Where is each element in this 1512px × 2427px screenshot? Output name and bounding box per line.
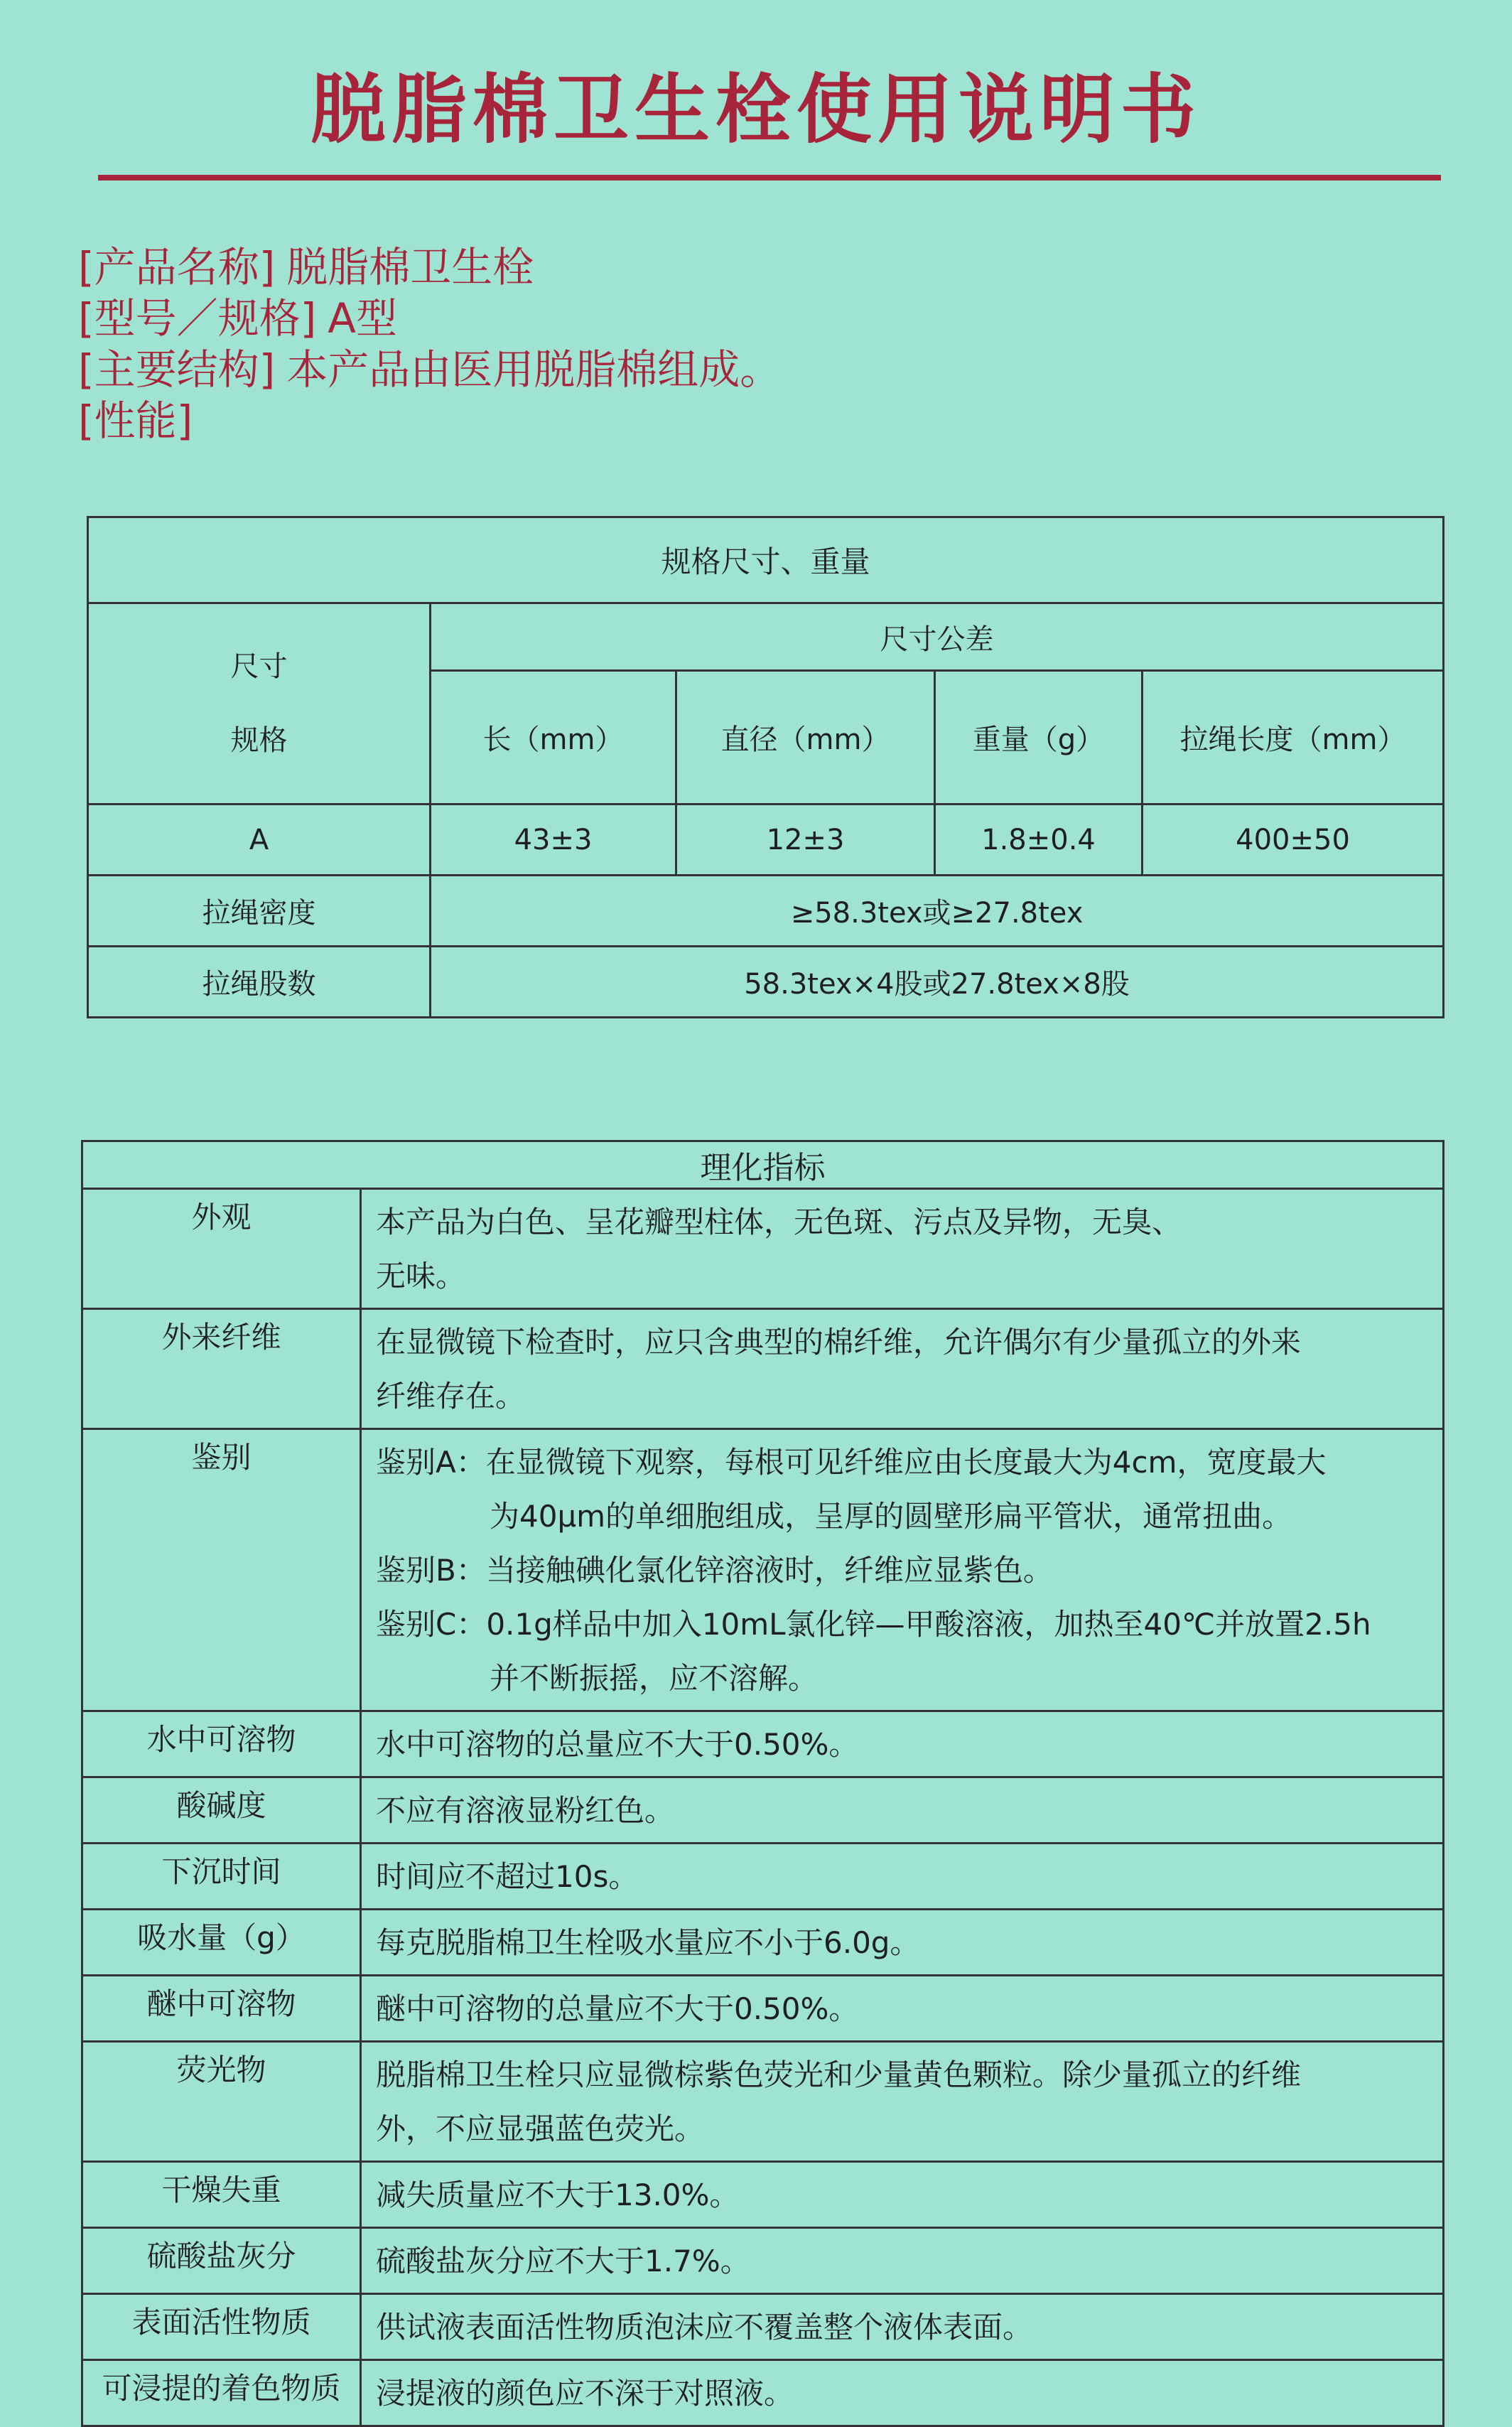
table-cell: 醚中可溶物的总量应不大于0.50%。 xyxy=(361,1976,1444,2042)
row-label: 表面活性物质 xyxy=(82,2294,361,2360)
cell-line: 纤维存在。 xyxy=(376,1379,526,1414)
info-value: 本产品由医用脱脂棉组成。 xyxy=(286,345,782,394)
row-label: 拉绳股数 xyxy=(88,947,431,1018)
table-cell: 供试液表面活性物质泡沫应不覆盖整个液体表面。 xyxy=(361,2294,1444,2360)
row-label: A xyxy=(88,804,431,876)
table-cell xyxy=(361,1309,1444,1429)
cell-line: 鉴别B：当接触碘化氯化锌溶液时，纤维应显紫色。 xyxy=(376,1553,1053,1588)
row-label: 荧光物 xyxy=(82,2042,361,2162)
phys-table xyxy=(81,1140,1444,2427)
table-cell: 浸提液的颜色应不深于对照液。 xyxy=(361,2360,1444,2426)
row-label: 醚中可溶物 xyxy=(82,1976,361,2042)
table-cell: 43±3 xyxy=(431,804,676,876)
row-label: 酸碱度 xyxy=(82,1777,361,1844)
info-value: 脱脂棉卫生栓 xyxy=(286,243,534,291)
product-info xyxy=(78,242,1428,446)
row-label: 外来纤维 xyxy=(82,1309,361,1429)
table-cell: 时间应不超过10s。 xyxy=(361,1844,1444,1910)
table-cell: 减失质量应不大于13.0%。 xyxy=(361,2162,1444,2228)
corner-bottom-label: 规格 xyxy=(230,724,288,757)
table-cell xyxy=(361,1429,1444,1711)
phys-table-title: 理化指标 xyxy=(82,1141,1444,1189)
cell-line: 外，不应显强蓝色荧光。 xyxy=(376,2111,705,2146)
table-cell: 硫酸盐灰分应不大于1.7%。 xyxy=(361,2228,1444,2294)
cell-line: 脱脂棉卫生栓只应显微棕紫色荧光和少量黄色颗粒。除少量孤立的纤维 xyxy=(376,2057,1302,2092)
row-label: 干燥失重 xyxy=(82,2162,361,2228)
spec-corner-cell xyxy=(88,603,431,804)
info-performance xyxy=(78,395,1428,446)
page-title: 脱脂棉卫生栓使用说明书 xyxy=(310,66,1202,154)
table-cell: 12±3 xyxy=(676,804,935,876)
table-cell xyxy=(361,2042,1444,2162)
table-cell: 400±50 xyxy=(1143,804,1444,876)
row-label: 外观 xyxy=(82,1189,361,1309)
row-label: 吸水量（g） xyxy=(82,1910,361,1976)
cell-line: 鉴别C：0.1g样品中加入10mL氯化锌—甲酸溶液，加热至40℃并放置2.5h xyxy=(376,1607,1371,1642)
info-key: [型号／规格] xyxy=(78,294,317,343)
row-label: 可浸提的着色物质 xyxy=(82,2360,361,2426)
cell-line: 并不断振摇，应不溶解。 xyxy=(490,1661,819,1696)
row-label: 硫酸盐灰分 xyxy=(82,2228,361,2294)
cell-line: 无味。 xyxy=(376,1259,466,1293)
cell-line: 为40μm的单细胞组成，呈厚的圆壁形扁平管状，通常扭曲。 xyxy=(490,1499,1292,1534)
info-key: [性能] xyxy=(78,397,193,445)
info-model xyxy=(78,293,1428,344)
column-header: 拉绳长度（mm） xyxy=(1143,671,1444,804)
column-header: 长（mm） xyxy=(431,671,676,804)
corner-top-label: 尺寸 xyxy=(230,650,288,683)
info-structure xyxy=(78,344,1428,395)
table-cell: 1.8±0.4 xyxy=(935,804,1143,876)
row-label: 鉴别 xyxy=(82,1429,361,1711)
table-cell: 水中可溶物的总量应不大于0.50%。 xyxy=(361,1711,1444,1777)
row-label: 水中可溶物 xyxy=(82,1711,361,1777)
table-cell: 不应有溶液显粉红色。 xyxy=(361,1777,1444,1844)
column-header: 重量（g） xyxy=(935,671,1143,804)
table-cell: 58.3tex×4股或27.8tex×8股 xyxy=(431,947,1444,1018)
info-key: [主要结构] xyxy=(78,345,276,394)
table-cell xyxy=(361,1189,1444,1309)
info-key: [产品名称] xyxy=(78,243,276,291)
tolerance-header: 尺寸公差 xyxy=(431,603,1444,671)
table-cell: 每克脱脂棉卫生栓吸水量应不小于6.0g。 xyxy=(361,1910,1444,1976)
row-label: 下沉时间 xyxy=(82,1844,361,1910)
spec-table xyxy=(87,516,1444,1018)
row-label: 拉绳密度 xyxy=(88,876,431,947)
cell-line: 本产品为白色、呈花瓣型柱体，无色斑、污点及异物，无臭、 xyxy=(376,1205,1182,1239)
cell-line: 鉴别A：在显微镜下观察，每根可见纤维应由长度最大为4cm，宽度最大 xyxy=(376,1445,1327,1480)
column-header: 直径（mm） xyxy=(676,671,935,804)
info-product-name xyxy=(78,242,1428,293)
title-divider xyxy=(98,175,1441,181)
info-value: A型 xyxy=(328,294,397,343)
spec-table-title: 规格尺寸、重量 xyxy=(88,517,1444,603)
cell-line: 在显微镜下检查时，应只含典型的棉纤维，允许偶尔有少量孤立的外来 xyxy=(376,1325,1302,1360)
table-cell: ≥58.3tex或≥27.8tex xyxy=(431,876,1444,947)
